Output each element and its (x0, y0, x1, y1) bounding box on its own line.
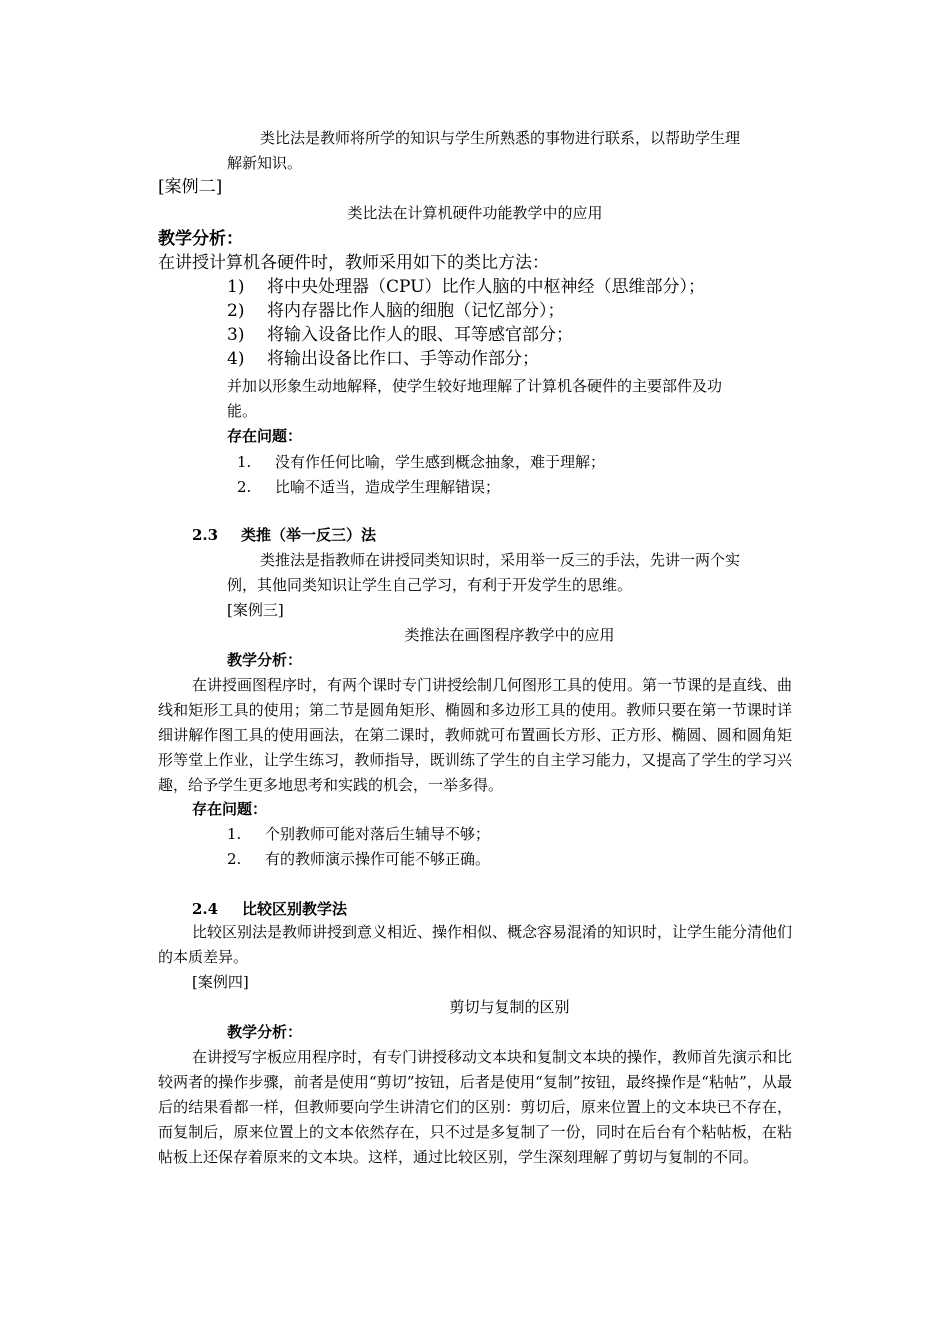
s23-intro-line1: 类推法是指教师在讲授同类知识时，采用举一反三的手法，先讲一两个实 (260, 551, 741, 569)
section-2-3-heading (192, 524, 376, 546)
section-title: 类推（举一反三）法 (241, 526, 377, 544)
problem-item (237, 476, 500, 498)
case3-analysis-label: 教学分析： (227, 651, 303, 669)
s23-intro-line2: 例，其他同类知识让学生自己学习，有利于开发学生的思维。 (227, 576, 633, 594)
case4-analysis-text: 在讲授写字板应用程序时，有专门讲授移动文本块和复制文本块的操作，教师首先演示和比较两者的操作步骤，前者是使用“剪切”按钮，后者是使用“复制”按钮，最终操作是“粘帖”，从最后的结果看都一样，但教师要向学生讲清它们的区别：剪切后，原来位置上的文本块已不存在，而复制后，原来位置上的文本依然存在，只不过是多复制了一份，同时在后台有个粘帖板，在粘帖板上还保存着原来的文本块。这样，通过比较区别，学生深刻理解了剪切与复制的不同。 (158, 1048, 793, 1166)
case2-analysis-label: 教学分析： (158, 229, 243, 249)
analogy-item (227, 299, 565, 323)
problem-item-num: 2. (227, 850, 242, 868)
section-title: 比较区别教学法 (242, 900, 348, 918)
case3-title: 类推法在画图程序教学中的应用 (404, 626, 615, 644)
analogy-item-text: 将中央处理器（CPU）比作人脑的中枢神经（思维部分）； (267, 277, 705, 297)
section-number: 2.3 (192, 526, 219, 544)
analogy-item-num: 1) (227, 277, 245, 297)
problem-item-text: 没有作任何比喻，学生感到概念抽象，难于理解； (275, 453, 606, 471)
analogy-item (227, 275, 705, 299)
analogy-intro-line2: 解新知识。 (227, 154, 303, 172)
analogy-explain-line2: 能。 (227, 402, 258, 420)
problem-item-num: 2. (237, 478, 252, 496)
analogy-explain-line1: 并加以形象生动地解释，使学生较好地理解了计算机各硬件的主要部件及功 (227, 377, 723, 395)
problem-item-num: 1. (227, 825, 242, 843)
case4-analysis-label: 教学分析： (227, 1023, 303, 1041)
analogy-item-text: 将输出设备比作口、手等动作部分； (267, 349, 539, 369)
analogy-item-num: 2) (227, 301, 245, 321)
case4-title: 剪切与复制的区别 (449, 998, 570, 1016)
case2-problems-label: 存在问题： (227, 427, 303, 445)
analogy-item (227, 323, 573, 347)
problem-item-text: 个别教师可能对落后生辅导不够； (265, 825, 491, 843)
analogy-item-text: 将内存器比作人脑的细胞（记忆部分）； (267, 301, 565, 321)
problem-item-text: 比喻不适当，造成学生理解错误； (275, 478, 501, 496)
case4-label: [案例四] (192, 973, 249, 991)
s24-intro-text: 比较区别法是教师讲授到意义相近、操作相似、概念容易混淆的知识时，让学生能分清他们的本质差异。 (158, 923, 793, 966)
section-2-4-heading (192, 898, 347, 920)
analogy-item (227, 347, 539, 371)
case2-analysis-lead: 在讲授计算机各硬件时，教师采用如下的类比方法： (158, 253, 549, 273)
problem-item (237, 451, 605, 473)
section-number: 2.4 (192, 900, 219, 918)
case2-label: [案例二] (158, 177, 223, 197)
problem-item-text: 有的教师演示操作可能不够正确。 (265, 850, 491, 868)
problem-item (227, 848, 490, 870)
analogy-item-num: 3) (227, 325, 245, 345)
analogy-intro-line1: 类比法是教师将所学的知识与学生所熟悉的事物进行联系，以帮助学生理 (260, 129, 741, 147)
problem-item-num: 1. (237, 453, 252, 471)
case3-problems-label: 存在问题： (192, 800, 268, 818)
case3-label: [案例三] (227, 601, 284, 619)
case2-title: 类比法在计算机硬件功能教学中的应用 (347, 204, 603, 222)
analogy-item-num: 4) (227, 349, 245, 369)
case3-analysis-text: 在讲授画图程序时，有两个课时专门讲授绘制几何图形工具的使用。第一节课的是直线、曲线和矩形工具的使用；第二节是圆角矩形、椭圆和多边形工具的使用。教师只要在第一节课时详细讲解作图工具的使用画法，在第二课时，教师就可布置画长方形、正方形、椭圆、圆和圆角矩形等堂上作业，让学生练习，教师指导，既训练了学生的自主学习能力，又提高了学生的学习兴趣，给予学生更多地思考和实践的机会，一举多得。 (158, 676, 793, 794)
analogy-item-text: 将输入设备比作人的眼、耳等感官部分； (267, 325, 573, 345)
problem-item (227, 823, 490, 845)
